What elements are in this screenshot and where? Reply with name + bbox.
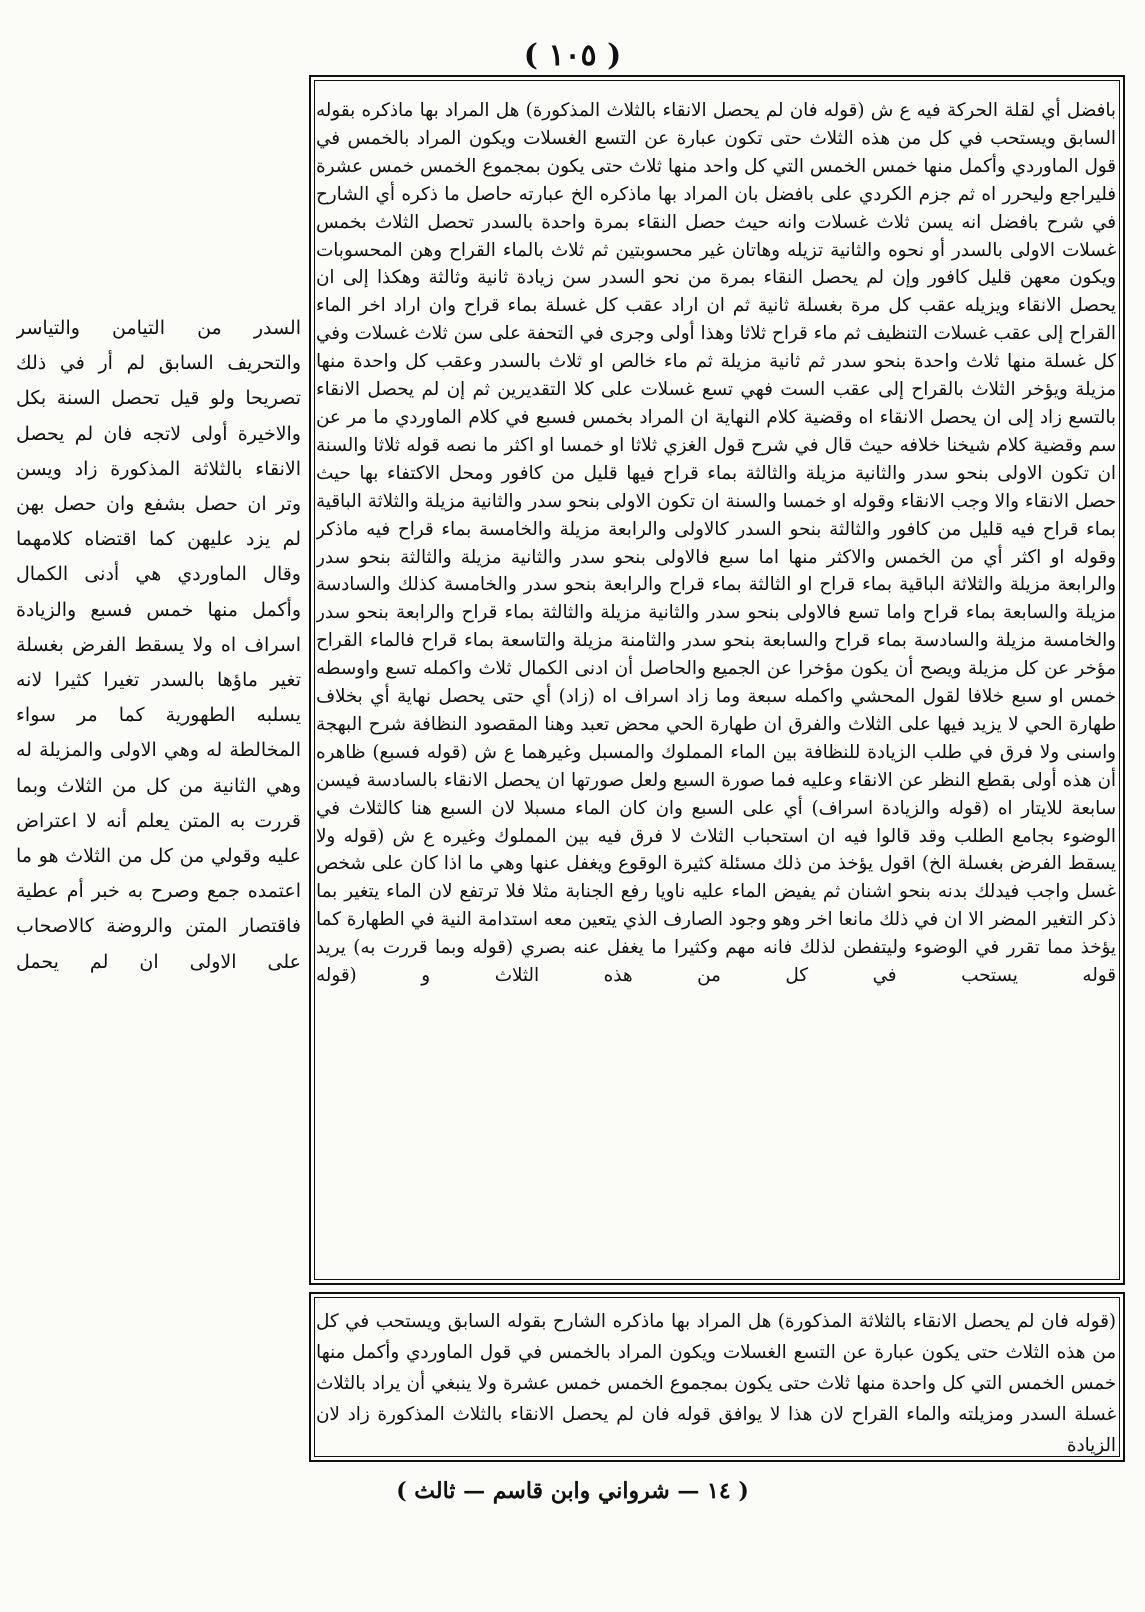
- page-footer: ( ١٤ — شرواني وابن قاسم — ثالث ): [396, 1478, 749, 1504]
- main-text: بافضل أي لقلة الحركة فيه ع ش (قوله فان لم يحصل الانقاء بالثلاث المذكورة) هل المراد بها ماذكره بقوله السابق ويستحب في كل من هذه الثلاث حتى تكون عبارة عن التسع الغسلات ويكون المراد بالخمس في قول الماوردي وأكمل منها خمس الخمس التي كل واحد منها ثلاث حتى يكون بمجموع الخمس خمس عشرة فليراجع وليحرر اه ثم جزم الكردي على بافضل بان المراد بها ماذكره الخ عبارته حاصل ما ذكره أي الشارح في شرح بافضل انه يسن ثلاث غسلات وانه حيث حصل النقاء بمرة واحدة بالسدر تحصل الثلاث بخمس غسلات الاولى بالسدر أو نحوه والثانية تزيله وهاتان غير محسوبتين ثم ثلاث بالماء القراح وهن المحسوبات ويكون معهن قليل كافور وإن لم يحصل النقاء بمرة من نحو السدر سن زيادة ثانية وثالثة وهكذا إلى ان يحصل الانقاء ويزيله عقب كل مرة بغسلة ثانية ثم ان اراد عقب كل غسلة بماء قراح وان اراد اخر الماء القراح إلى عقب غسلات التنظيف ثم ماء قراح ثلاثا وهذا أولى وجرى في التحفة على سن ثلاث غسلات وفي كل غسلة منها ثلاث واحدة بنحو سدر ثم ثانية مزيلة ثم ماء خالص او ثلاث بالسدر وعقب كل واحدة منها مزيلة ويؤخر الثلاث بالقراح إلى عقب الست فهي تسع غسلات على كلا التقديرين ثم إن لم يحصل الانقاء بالتسع زاد إلى ان يحصل الانقاء اه وقضية كلام النهاية ان المراد بخمس فسبع في كلام الماوردي ما مر عن سم وقضية كلام شيخنا خلافه حيث قال في شرح قول الغزي ثلاثا او خمسا او اكثر ما نصه قوله ثلاثا والسنة ان تكون الاولى بنحو سدر والثانية مزيلة والثالثة بماء قراح فيها قليل من كافور ومحل الاكتفاء بها حيث حصل الانقاء والا وجب الانقاء وقوله او خمسا والسنة ان تكون الاولى بنحو سدر والثانية مزيلة والثلاثة الباقية بماء قراح فيه قليل من كافور والثالثة بنحو السدر كالاولى والرابعة مزيلة والخامسة بماء قراح فيه ماذكر وقوله او اكثر أي من الخمس والاكثر منها اما سبع فالاولى بنحو سدر والثانية مزيلة والثالثة بنحو سدر والرابعة مزيلة والثلاثة الباقية بماء قراح او الثالثة بماء قراح والرابعة بنحو سدر والخامسة كذلك والسادسة مزيلة والسابعة بماء قراح واما تسع فالاولى بنحو سدر والثانية مزيلة والثالثة بماء قراح والرابعة بنحو سدر والخامسة مزيلة والسادسة بماء قراح والسابعة بنحو سدر والثامنة مزيلة والتاسعة بماء قراح فالماء القراح مؤخر عن كل مزيلة ويصح أن يكون مؤخرا عن الجميع والحاصل أن ادنى الكمال ثلاث واكمله تسع واوسطه خمس او سبع خلافا لقول المحشي واكمله سبعة وما زاد اسراف اه (زاد) أي حتى يحصل نهاية أي بخلاف طهارة الحي لا يزيد فيها على الثلاث والفرق ان طهارة الحي محض تعبد وهنا المقصود النظافة شرح البهجة واسنى ولا فرق في طلب الزيادة للنظافة بين الماء المملوك والمسبل وغيرهما ع ش (قوله فسبع) ظاهره أن هذه أولى بقطع النظر عن الانقاء وعليه فما صورة السبع ولعل صورتها ان يحصل الانقاء بالسادسة فيسن سابعة للايتار اه (قوله والزيادة اسراف) أي على السبع وان كان الماء مسبلا لان السبع هنا كالثلاث في الوضوء بجامع الطلب وقد قالوا فيه ان استحباب الثلاث لا فرق فيه بين المملوك وغيره ع ش (قوله ولا يسقط الفرض بغسلة الخ) اقول يؤخذ من ذلك مسئلة كثيرة الوقوع ويغفل عنها وهي ما اذا كان على شخص غسل واجب فيدلك بدنه بنحو اشنان ثم يفيض الماء عليه ناويا رفع الجنابة مثلا فلا ترتفع لان الماء يتغير بما ذكر التغير المضر الا ان في ذلك مانعا اخر وهو وجود الصارف الذي يتعين معه استدامة النية في الطهارة كما يؤخذ مما تقرر في الوضوء وليتفطن لذلك فانه مهم وكثيرا ما يغفل عنه بصري (قوله وبما قررت به) يريد قوله يستحب في كل من هذه الثلاث و (قوله: [316, 100, 1116, 987]
- margin-text: السدر من التيامن والتياسر والتحريف السابق لم أر في ذلك تصريحا ولو قيل تحصل السنة بكل والاخيرة أولى لاتجه فان لم يحصل الانقاء بالثلاثة المذكورة زاد ويسن وتر ان حصل بشفع وان حصل بهن لم يزد عليهن كما اقتضاه كلامهما وقال الماوردي هي أدنى الكمال وأكمل منها خمس فسبع والزيادة اسراف اه ولا يسقط الفرض بغسلة تغير ماؤها بالسدر تغيرا كثيرا لانه يسلبه الطهورية كما مر سواء المخالطة له وهي الاولى والمزيلة له وهي الثانية من كل من الثلاث وبما قررت به المتن يعلم أنه لا اعتراض عليه وقولي من كل من الثلاث هو ما اعتمده جمع وصرح به خبر أم عطية فاقتصار المتن والروضة كالاصحاب على الاولى ان لم يحمل: [16, 317, 301, 973]
- page-number: ( ١٠٥ ): [523, 38, 622, 73]
- footnote-text: (قوله فان لم يحصل الانقاء بالثلاثة المذكورة) هل المراد بها ماذكره الشارح بقوله السابق ويستحب في كل من هذه الثلاث حتى يكون عبارة عن التسع الغسلات ويكون المراد بالخمس في قول الماوردي وأكمل منها خمس الخمس التي كل واحدة منها ثلاث حتى يكون بمجموع الخمس خمس عشرة ولا ينبغي أن يراد بالثلاث غسلة السدر ومزيلته والماء القراح لان هذا لا يوافق قوله فان لم يحصل الانقاء بالثلاث المذكورة زاد لان الزيادة: [316, 1311, 1116, 1456]
